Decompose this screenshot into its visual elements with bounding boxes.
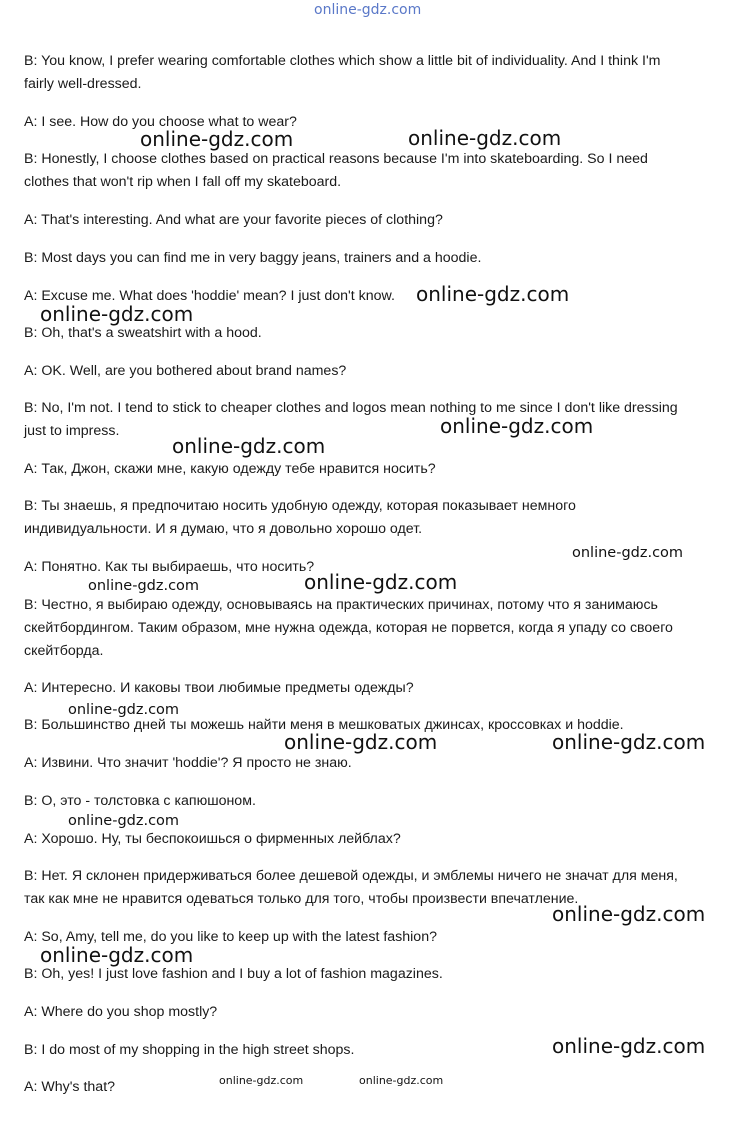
watermark: online-gdz.com	[359, 1074, 444, 1087]
dialogue-line: just to impress.	[24, 423, 120, 439]
dialogue-line: так как мне не нравится одеваться только для того, чтобы произвести впечатление.	[24, 891, 579, 907]
dialogue-line: скейтборда.	[24, 643, 104, 659]
watermark: online-gdz.com	[552, 730, 706, 754]
dialogue-line: A: Хорошо. Ну, ты беспокоишься о фирменных лейблах?	[24, 831, 401, 847]
dialogue-line: clothes that won't rip when I fall off my skateboard.	[24, 174, 342, 190]
watermark: online-gdz.com	[284, 730, 438, 754]
watermark: online-gdz.com	[416, 282, 570, 306]
dialogue-line: B: Oh, that's a sweatshirt with a hood.	[24, 325, 262, 341]
watermark: online-gdz.com	[440, 414, 594, 438]
watermark: online-gdz.com	[552, 1034, 706, 1058]
dialogue-line: B: You know, I prefer wearing comfortable clothes which show a little bit of individuality. And I think I'm	[24, 53, 661, 69]
dialogue-line: B: О, это - толстовка с капюшоном.	[24, 793, 256, 809]
watermark: online-gdz.com	[304, 570, 458, 594]
watermark: online-gdz.com	[552, 902, 706, 926]
watermark: online-gdz.com	[172, 434, 326, 458]
dialogue-line: B: Честно, я выбираю одежду, основываясь на практических причинах, потому что я занимаюсь	[24, 597, 658, 613]
dialogue-line: A: Интересно. И каковы твои любимые предметы одежды?	[24, 680, 414, 696]
dialogue-line: B: Нет. Я склонен придерживаться более дешевой одежды, и эмблемы ничего не значат для меня,	[24, 868, 678, 884]
dialogue-line: A: So, Amy, tell me, do you like to keep up with the latest fashion?	[24, 929, 437, 945]
dialogue-line: fairly well-dressed.	[24, 76, 142, 92]
dialogue-line: скейтбордингом. Таким образом, мне нужна одежда, которая не порвется, когда я упаду со своего	[24, 620, 673, 636]
dialogue-line: A: Понятно. Как ты выбираешь, что носить?	[24, 559, 315, 575]
watermark: online-gdz.com	[572, 545, 684, 561]
watermark: online-gdz.com	[40, 302, 194, 326]
watermark: online-gdz.com	[408, 126, 562, 150]
dialogue-line: A: Так, Джон, скажи мне, какую одежду тебе нравится носить?	[24, 461, 436, 477]
dialogue-line: A: I see. How do you choose what to wear?	[24, 114, 297, 130]
dialogue-line: B: No, I'm not. I tend to stick to cheaper clothes and logos mean nothing to me since I don't like dressing	[24, 400, 678, 416]
dialogue-line: индивидуальности. И я думаю, что я довольно хорошо одет.	[24, 521, 423, 537]
dialogue-line: A: Where do you shop mostly?	[24, 1004, 218, 1020]
watermark: online-gdz.com	[40, 943, 194, 967]
dialogue-line: A: Извини. Что значит 'hoddie'? Я просто не знаю.	[24, 755, 352, 771]
dialogue-line: B: Oh, yes! I just love fashion and I buy a lot of fashion magazines.	[24, 966, 443, 982]
dialogue-line: B: I do most of my shopping in the high street shops.	[24, 1042, 355, 1058]
header-watermark: online-gdz.com	[314, 2, 422, 18]
dialogue-line: B: Most days you can find me in very baggy jeans, trainers and a hoodie.	[24, 250, 482, 266]
watermark: online-gdz.com	[68, 813, 180, 829]
watermark: online-gdz.com	[88, 578, 200, 594]
watermark: online-gdz.com	[140, 127, 294, 151]
dialogue-line: A: OK. Well, are you bothered about brand names?	[24, 363, 347, 379]
dialogue-line: B: Honestly, I choose clothes based on practical reasons because I'm into skateboarding. So I need	[24, 151, 648, 167]
dialogue-line: B: Ты знаешь, я предпочитаю носить удобную одежду, которая показывает немного	[24, 498, 576, 514]
dialogue-line: A: Excuse me. What does 'hoddie' mean? I just don't know.	[24, 288, 395, 304]
watermark: online-gdz.com	[68, 702, 180, 718]
dialogue-line: A: That's interesting. And what are your favorite pieces of clothing?	[24, 212, 443, 228]
dialogue-line: B: Большинство дней ты можешь найти меня в мешковатых джинсах, кроссовках и hoddie.	[24, 717, 624, 733]
dialogue-line: A: Why's that?	[24, 1079, 116, 1095]
watermark: online-gdz.com	[219, 1074, 304, 1087]
